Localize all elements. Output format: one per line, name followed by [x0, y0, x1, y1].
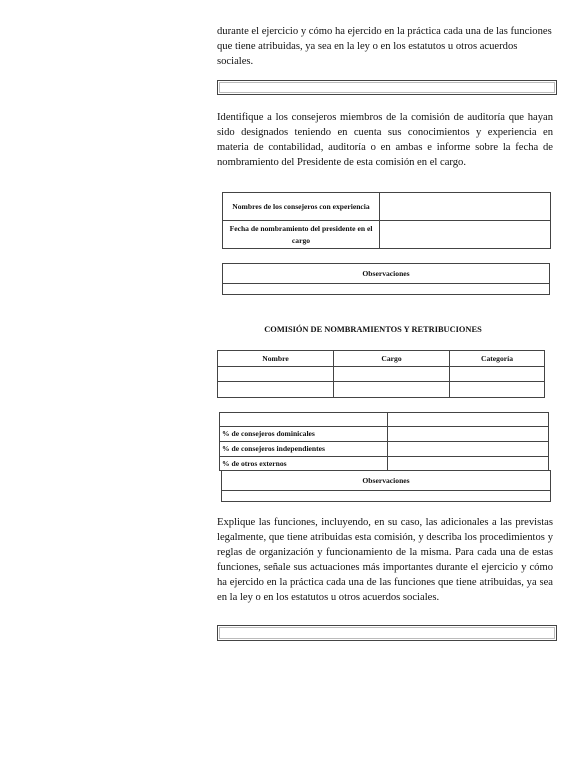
paragraph-audit-members: Identifique a los consejeros miembros de la comisión de auditoría que hayan sido designados teniendo en cuenta sus conocimientos y experiencia en materia de contabilidad, auditoría o en ambas e informe sobre la fecha de nombramiento del Presidente de esta comisión en el cargo. [217, 112, 553, 168]
table-cell[interactable] [218, 382, 334, 398]
observaciones-value[interactable] [222, 491, 551, 502]
column-header-categoria: Categoría [450, 351, 545, 367]
president-date-value[interactable] [380, 221, 551, 249]
table-cell[interactable] [334, 382, 450, 398]
table-cell[interactable] [334, 367, 450, 382]
members-table [217, 350, 545, 398]
president-date-label: Fecha de nombramiento del presidente en el cargo [223, 221, 380, 249]
composition-value[interactable] [388, 427, 549, 442]
nombramientos-answer-field[interactable] [217, 625, 557, 641]
paragraph-nombramientos-functions: Explique las funciones, incluyendo, en su caso, las adicionales a las previstas legalmente, que tiene atribuidas esta comisión, y describa los procedimientos y reglas de organización y funcionamiento de la misma. Para cada una de estas funciones, señale sus actuaciones más importantes durante el ejercicio y cómo ha ejercido en la práctica cada una de las funciones que tiene atribuidas, ya sea en la ley o en los estatutos u otros acuerdos sociales. [217, 517, 553, 603]
observaciones-value[interactable] [223, 284, 550, 295]
column-header-nombre: Nombre [218, 351, 334, 367]
composition-table [219, 412, 549, 471]
table-row [220, 413, 549, 427]
composition-label [220, 413, 388, 427]
observaciones-table-1 [222, 263, 550, 295]
audit-experts-table [222, 192, 551, 249]
column-header-cargo: Cargo [334, 351, 450, 367]
composition-label-independientes: % de consejeros independientes [220, 442, 388, 457]
composition-label-otros-externos: % de otros externos [220, 457, 388, 471]
table-row [220, 457, 549, 471]
composition-value[interactable] [388, 457, 549, 471]
table-cell[interactable] [450, 382, 545, 398]
table-row [220, 442, 549, 457]
table-row [218, 382, 545, 398]
paragraph-functions-continued: durante el ejercicio y cómo ha ejercido en la práctica cada una de las funciones que tiene atribuidas, ya sea en la ley o en los estatutos u otros acuerdos sociales. [217, 26, 552, 67]
observaciones-label: Observaciones [223, 264, 550, 284]
section-heading: COMISIÓN DE NOMBRAMIENTOS Y RETRIBUCIONES [264, 325, 482, 334]
table-cell[interactable] [450, 367, 545, 382]
table-row [218, 367, 545, 382]
composition-value[interactable] [388, 413, 549, 427]
functions-answer-field[interactable] [217, 80, 557, 95]
observaciones-label: Observaciones [222, 471, 551, 491]
table-cell[interactable] [218, 367, 334, 382]
table-row [220, 427, 549, 442]
audit-experts-label: Nombres de los consejeros con experiencia [223, 193, 380, 221]
observaciones-table-2 [221, 470, 551, 502]
composition-label-dominicales: % de consejeros dominicales [220, 427, 388, 442]
audit-experts-value[interactable] [380, 193, 551, 221]
composition-value[interactable] [388, 442, 549, 457]
